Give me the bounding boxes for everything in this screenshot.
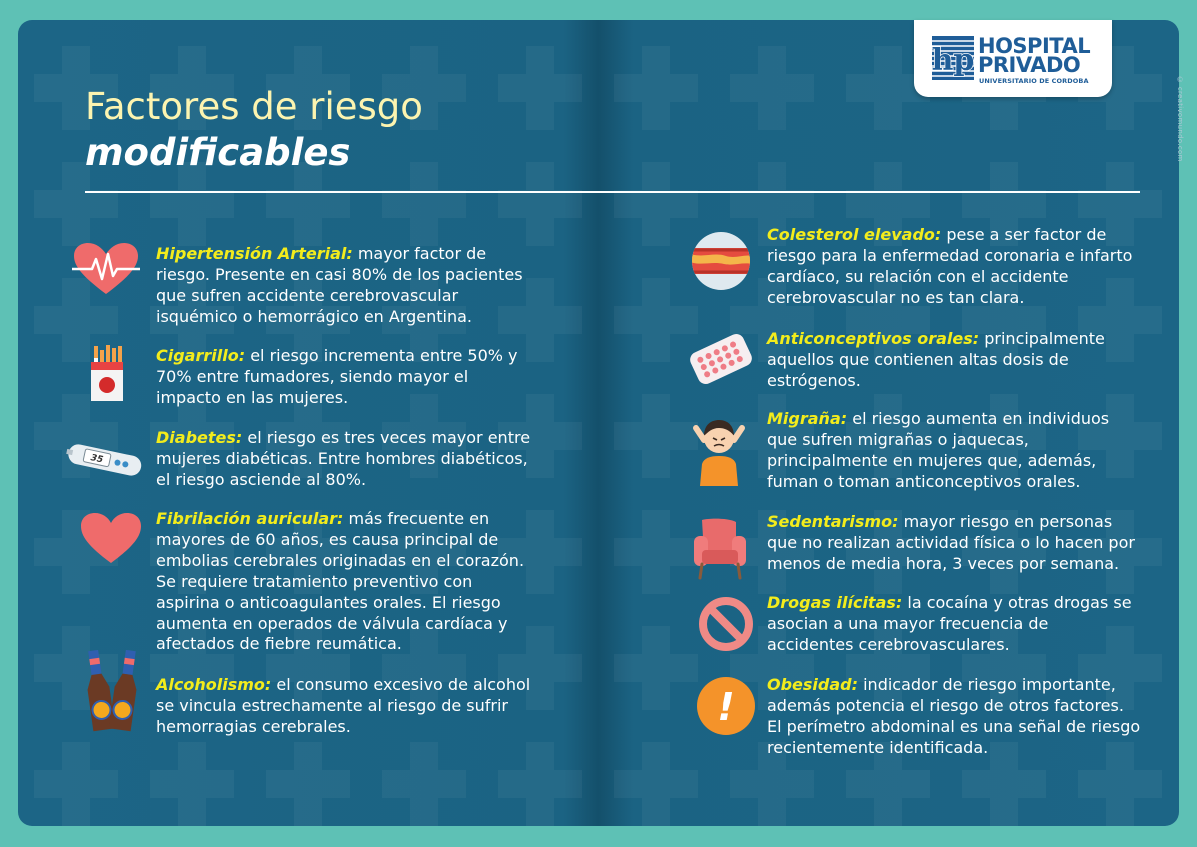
item-text: pese a ser factor de riesgo para la enfermedad coronaria e infarto cardíaco, su relación con el accidente cerebrovascular no es tan clara. (767, 225, 1133, 307)
item-label: Obesidad: (767, 675, 859, 694)
item-label: Hipertensión Arterial: (156, 244, 353, 263)
artery-icon (690, 230, 752, 292)
beer-bottles-icon (82, 648, 142, 734)
glucometer-reading: 35 (89, 453, 104, 466)
armchair-icon (690, 516, 750, 580)
item-label: Sedentarismo: (767, 512, 899, 531)
item-text: indicador de riesgo importante, además potencia el riesgo de otros factores. El perímetro abdominal es una señal de riesgo recientemente identificada. (767, 675, 1141, 757)
headache-person-icon (690, 414, 748, 486)
item-label: Cigarrillo: (156, 346, 246, 365)
item-label: Anticonceptivos orales: (767, 329, 980, 348)
hp-logo-mark-icon (932, 36, 974, 80)
heart-icon (80, 512, 142, 564)
item-text: principalmente aquellos que contienen altas dosis de estrógenos. (767, 329, 1105, 390)
pill-pack-icon (688, 326, 754, 392)
item-label: Migraña: (767, 409, 848, 428)
logo-privado-text: PRIVADO (978, 53, 1081, 77)
item-text: más frecuente en mayores de 60 años, es causa principal de embolias cerebrales originadas en el corazón. Se requiere tratamiento preventivo con aspirina o anticoagulantes orales. El riesgo aumenta en operados de válvula cardíaca y afectados de fiebre reumática. (156, 509, 525, 654)
glucometer-icon (66, 442, 144, 476)
prohibited-icon (696, 594, 756, 654)
logo-mark-text: hp (931, 43, 975, 78)
item-text: mayor factor de riesgo. Presente en casi 80% de los pacientes que sufren accidente cerebrovascular isquémico o hemorrágico en Argentina. (156, 244, 523, 326)
exclamation-icon (696, 676, 756, 736)
item-text: el riesgo incrementa entre 50% y 70% entre fumadores, siendo mayor el impacto en las mujeres. (156, 346, 518, 407)
item-label: Diabetes: (156, 428, 243, 447)
logo-subtitle: UNIVERSITARIO DE CORDOBA (979, 77, 1089, 85)
title-divider (85, 191, 1140, 193)
cigarette-pack-icon (90, 344, 124, 402)
page-title: Factores de riesgo (85, 85, 423, 128)
heart-pulse-icon (72, 242, 140, 296)
item-label: Fibrilación auricular: (156, 509, 344, 528)
item-text: la cocaína y otras drogas se asocian a una mayor frecuencia de accidentes cerebrovasculares. (767, 593, 1132, 654)
page-subtitle: modificables (85, 131, 351, 174)
item-text: mayor riesgo en personas que no realizan actividad física o lo hacen por menos de media hora, 3 veces por semana. (767, 512, 1135, 573)
item-label: Drogas ilícitas: (767, 593, 903, 612)
item-label: Alcoholismo: (156, 675, 272, 694)
item-text: el riesgo aumenta en individuos que sufren migrañas o jaquecas, principalmente en mujeres que, además, fuman o toman anticonceptivos orales. (767, 409, 1110, 491)
item-text: el consumo excesivo de alcohol se vincula estrechamente al riesgo de sufrir hemorragias cerebrales. (156, 675, 531, 736)
item-text: el riesgo es tres veces mayor entre mujeres diabéticas. Entre hombres diabéticos, el riesgo asciende al 80%. (156, 428, 531, 489)
item-label: Colesterol elevado: (767, 225, 942, 244)
logo-hospital-text: HOSPITAL (978, 34, 1091, 58)
hospital-logo (914, 20, 1112, 97)
exclamation-mark: ! (717, 685, 735, 729)
watermark-credit: © creativomundo.com (1176, 76, 1184, 162)
